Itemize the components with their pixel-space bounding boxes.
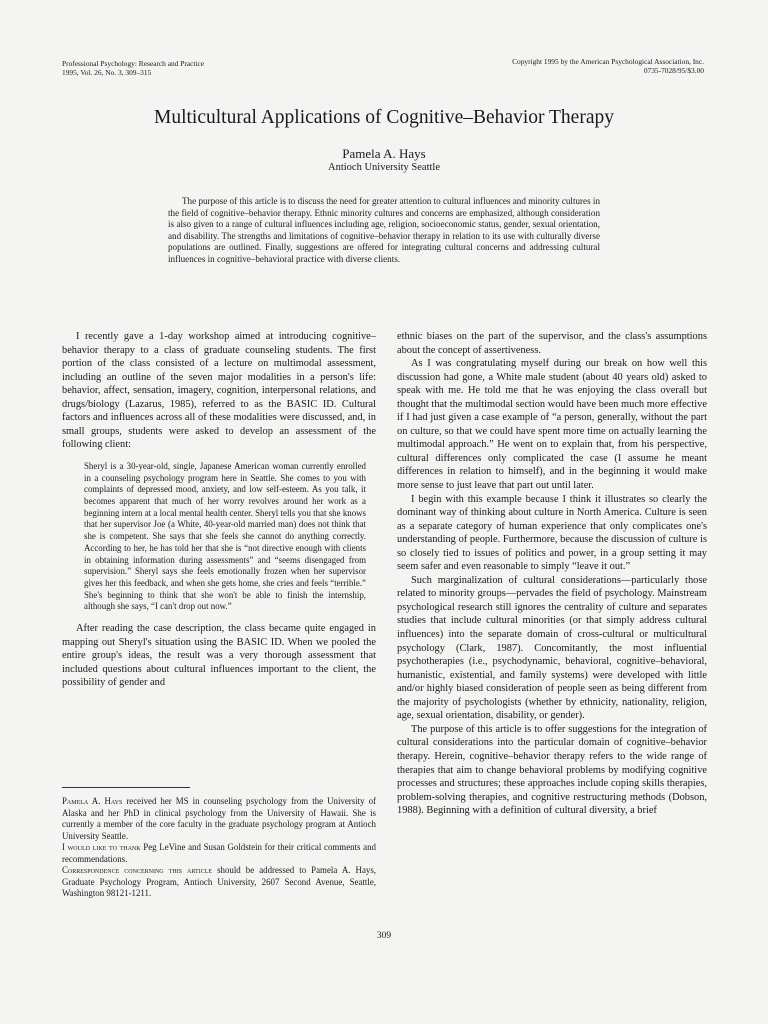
- author-bio-note: [62, 796, 376, 842]
- article-title: Multicultural Applications of Cognitive–Behavior Therapy: [154, 107, 614, 128]
- body-paragraph: ethnic biases on the part of the supervisor, and the class's assumptions about the concept of assertiveness.: [397, 331, 707, 356]
- right-column: [397, 330, 707, 818]
- abstract: The purpose of this article is to discuss the need for greater attention to cultural influences and minority cultures in the field of cognitive–behavior therapy. Ethnic minority cultures and concerns are emphasized, although consideration is also given to a range of cultural influences including age, religion, socioeconomic status, gender, sexual orientation, and disability. The strengths and limitations of cognitive–behavior therapy in relation to its use with culturally diverse populations are outlined. Finally, suggestions are offered for integrating cultural concerns and addressing cultural influences in cognitive–behavioral practice with diverse clients.: [168, 196, 600, 264]
- correspondence-note: [62, 865, 376, 900]
- thanks-lead: I would like to thank: [62, 842, 141, 852]
- author-affiliation: Antioch University Seattle: [328, 162, 440, 173]
- body-paragraph: Such marginalization of cultural considerations—particularly those related to minority groups—pervades the field of psychology. Mainstream psychological research still ignores the centrality of culture and separates studies that include cultural minorities (or that simply address cultural influences) into the separate domain of cross-cultural or multicultural psychology (Clark, 1987). Concomitantly, the most influential psychotherapies (i.e., psychodynamic, behavioral, cognitive–behavioral, humanistic, existential, and family systems) were developed with little and/or highly biased consideration of people seen as being different from the majority of psychologists (whether by ethnicity, nationality, religion, age, sexual orientation, disability, or gender).: [397, 574, 707, 722]
- left-column: [62, 330, 376, 690]
- author-name: Pamela A. Hays: [342, 146, 426, 161]
- case-text: Sheryl is a 30-year-old, single, Japanese American woman currently enrolled in a counseling psychology program here in Seattle. She comes to you with complaints of depressed mood, anxiety, and low self-esteem. As you talk, it becomes apparent that much of her worry revolves around her work as a beginning intern at a local mental health center. Sheryl tells you that she knows that her supervisor Joe (a White, 40-year-old married man) does not think that she is competent. She says that she feels she cannot do anything correctly. According to her, he has told her that she is “not directive enough with clients in obtaining information during assessments” and “seems disengaged from supervision.” Sheryl says she feels emotionally frozen when her supervisor gives her this feedback, and when she gets home, she cries and feels “terrible.” She's beginning to think that she won't be able to finish the internship, although she says, “I can't drop out now.”: [84, 460, 366, 612]
- body-paragraph: As I was congratulating myself during our break on how well this discussion had gone, a White male student (about 40 years old) asked to speak with me. He told me that he was enjoying the class overall but thought that the multimodal section would have been much more effective if I had just given a case example of “a person, generally, without the part on culture, so that we could have spent more time on actually learning the multimodal approach.” He went on to explain that, from his perspective, cultural differences only complicated the case (I assume he meant differences in relation to himself), and in the beginning it would make more sense to just leave that part out until later.: [397, 358, 707, 492]
- footnote-rule: [62, 787, 190, 788]
- page-number: 309: [376, 931, 392, 941]
- correspondence-lead: Correspondence concerning this article: [62, 865, 213, 875]
- issn-price-line: 0735-7028/95/$3.00: [643, 65, 704, 75]
- correspondence-text: should be addressed to Pamela A. Hays, Graduate Psychology Program, Antioch University, 2607 Second Avenue, Seattle, Washington 98121-1211.: [62, 865, 376, 898]
- body-paragraph: I begin with this example because I think it illustrates so clearly the dominant way of thinking about culture in North America. Culture is seen as a separate category of human experience that only complicates one's understanding of people. Furthermore, because the discussion of culture is so closely tied to issues of politics and power, in a group setting it may seem safer and even reasonable to simply “leave it out.”: [397, 493, 707, 573]
- body-paragraph: I recently gave a 1-day workshop aimed at introducing cognitive–behavior therapy to a class of graduate counseling students. The first portion of the class consisted of a lecture on multimodal assessment, including an outline of the seven major modalities in a person's life: behavior, affect, sensation, imagery, cognition, interpersonal relations, and drugs/biology (Lazarus, 1985), referred to as the BASIC ID. Cultural factors and influences across all of these modalities were discussed, and, in small groups, students were asked to develop an assessment of the following client:: [62, 331, 376, 451]
- copyright-header: [512, 58, 704, 75]
- case-vignette: [84, 461, 366, 613]
- body-paragraph: After reading the case description, the class became quite engaged in mapping out Sheryl's situation using the BASIC ID. When we pooled the entire group's ideas, the result was a very thorough assessment that included questions about cultural influences important to the client, the possibility of gender and: [62, 623, 376, 689]
- bio-text: received her MS in counseling psychology from the University of Alaska and her PhD in clinical psychology from the University of Hawaii. She is currently a member of the core faculty in the graduate psychology program at Antioch University Seattle.: [62, 796, 376, 841]
- thanks-text: Peg LeVine and Susan Goldstein for their critical comments and recommendations.: [62, 842, 376, 864]
- acknowledgment-note: [62, 842, 376, 865]
- copyright-line: Copyright 1995 by the American Psychological Association, Inc.: [512, 57, 704, 66]
- bio-lead: Pamela A. Hays: [62, 796, 123, 806]
- journal-citation: 1995, Vol. 26, No. 3, 309–315: [62, 67, 152, 77]
- journal-name: Professional Psychology: Research and Practice: [62, 59, 205, 68]
- journal-header: [62, 60, 204, 77]
- footnotes: [62, 796, 376, 900]
- body-paragraph: The purpose of this article is to offer suggestions for the integration of cultural considerations into the particular domain of cognitive–behavior therapy. Herein, cognitive–behavior therapy refers to the wide range of therapies that aim to change behavioral problems by modifying cognitive processes and structures; these approaches include coping skills therapies, problem-solving therapies, and cognitive restructuring methods (Dobson, 1988). Beginning with a definition of cultural diversity, a brief: [397, 723, 707, 817]
